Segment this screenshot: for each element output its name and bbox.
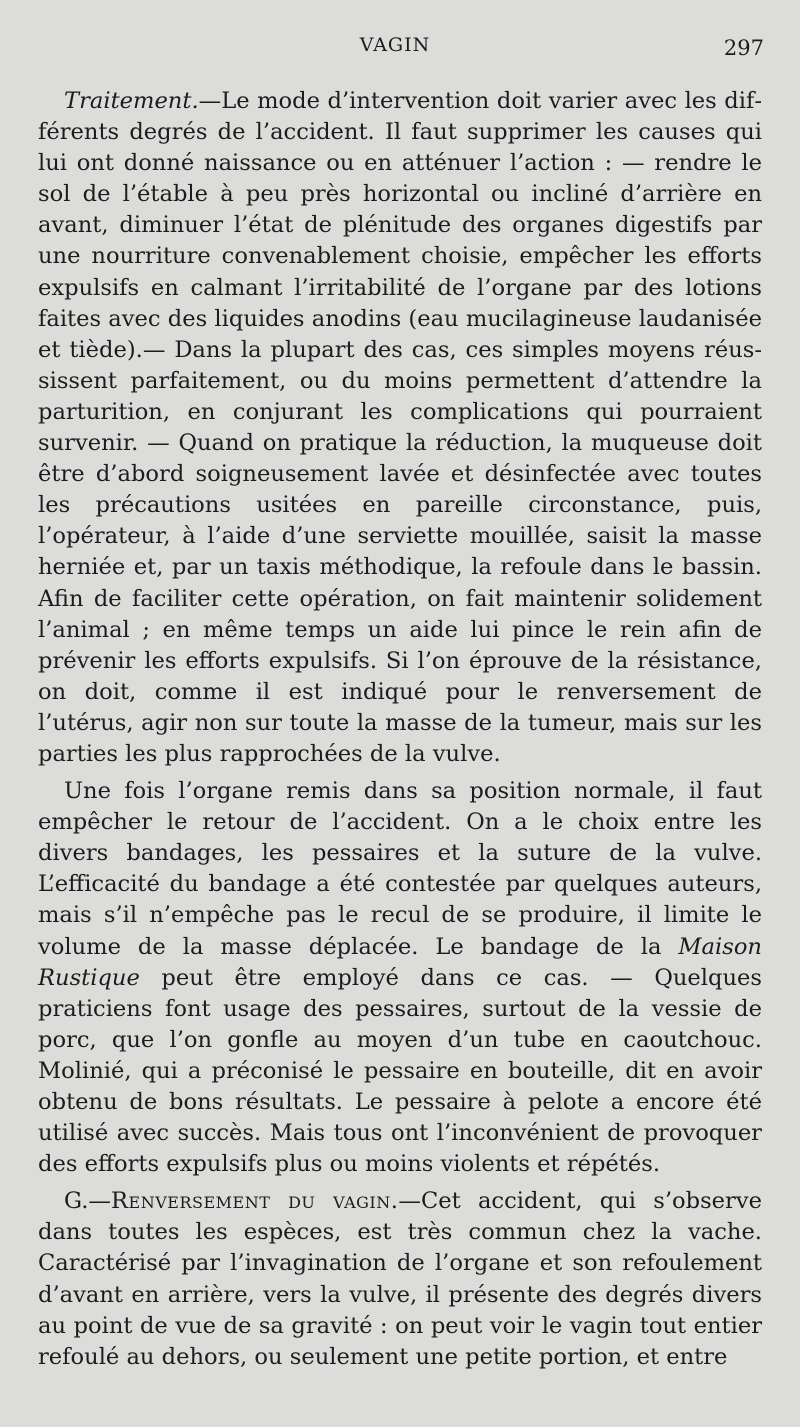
paragraph-traitement	[38, 86, 762, 770]
body-text	[38, 86, 762, 1373]
paragraph-bandages	[38, 776, 762, 1180]
run-in-heading-traitement: Traitement.	[64, 88, 199, 114]
paragraph-text-after: peut être employé dans ce cas. — Quelques praticiens font usage des pessaires, surtout de la vessie de porc, que l’on gonfle au moyen d’un tube en caoutchouc. Molinié, qui a préconisé le pessaire en bouteille, dit en avoir obtenu de bons résultats. Le pessaire à pelote a encore été utilisé avec succès. Mais tous ont l’inconvénient de provoquer des efforts expulsifs plus ou moins violents et répétés.	[38, 964, 762, 1178]
page-number: 297	[723, 36, 764, 60]
paragraph-text-before: Une fois l’organe remis dans sa position normale, il faut empêcher le retour de l’accident. On a le choix entre les divers bandages, les pessaires et la suture de la vulve. L’efficacité du bandage a été contestée par quelques auteurs, mais s’il n’empêche pas le recul de se produire, il limite le volume de la masse déplacée. Le bandage de la	[38, 778, 762, 960]
section-heading-renversement: Renversement du vagin.	[111, 1188, 399, 1215]
paragraph-text: —Cet accident, qui s’observe dans toutes les espèces, est très commun chez la vache. Caractérisé par l’invagination de l’organe et son refoulement d’avant en arrière, vers la vulve, il présente des degrés divers au point de vue de sa gravité : on peut voir le vagin tout entier refoulé au dehors, ou seulement une petite portion, et entre	[38, 1188, 762, 1370]
italic-title-maison-rustique: Maison Rustique	[38, 933, 762, 991]
running-title: VAGIN	[359, 34, 431, 56]
paragraph-text: —Le mode d’intervention doit varier avec les différents degrés de l’accident. Il faut supprimer les causes qui lui ont donné naissance ou en atténuer l’action : — rendre le sol de l’étable à peu près horizontal ou incliné d’arrière en avant, diminuer l’état de plénitude des organes digestifs par une nourriture convenablement choisie, empêcher les efforts expulsifs en calmant l’irritabilité de l’organe par des lotions faites avec des liquides anodins (eau mucilagineuse laudanisée et tiède).— Dans la plupart des cas, ces simples moyens réussissent parfaitement, ou du moins permettent d’attendre la parturition, en conjurant les complications qui pourraient survenir. — Quand on pratique la réduction, la muqueuse doit être d’abord soigneusement lavée et désinfectée avec toutes les précautions usitées en pareille circonstance, puis, l’opérateur, à l’aide d’une serviette mouillée, saisit la masse herniée et, par un taxis méthodique, la refoule dans le bassin. Afin de faciliter cette opération, on fait maintenir solidement l’animal ; en même temps un aide lui pince le rein afin de prévenir les efforts expulsifs. Si l’on éprouve de la résistance, on doit, comme il est indiqué pour le renversement de l’utérus, agir non sur toute la masse de la tumeur, mais sur les parties les plus rapprochées de la vulve.	[38, 88, 762, 767]
running-head	[0, 32, 800, 62]
section-prefix: G.—	[64, 1188, 112, 1215]
paragraph-renversement	[38, 1186, 762, 1373]
